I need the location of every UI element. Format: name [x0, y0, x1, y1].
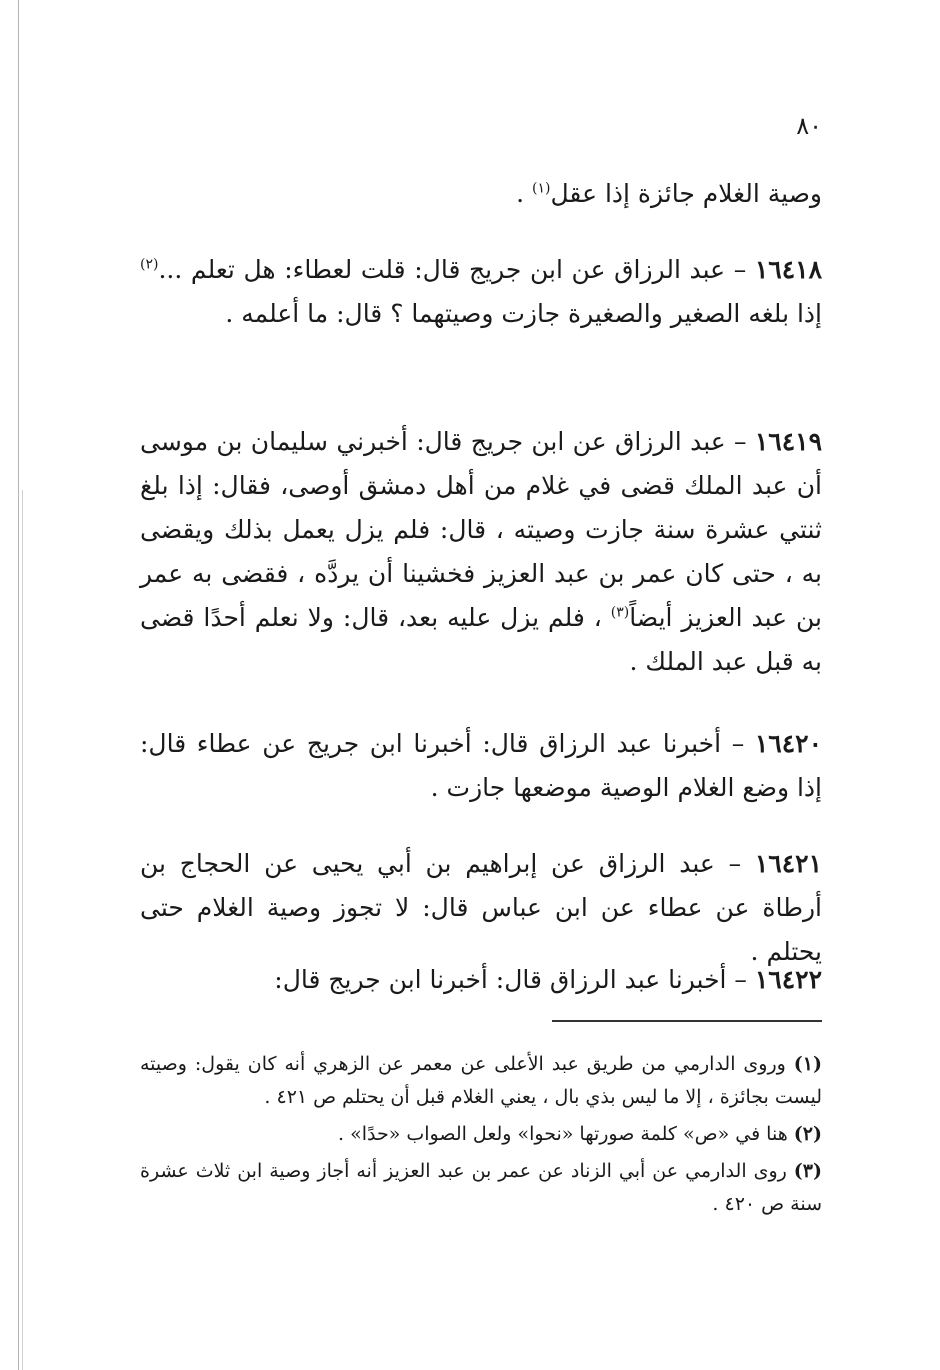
hadith-text: – عبد الرزاق عن ابن جريج قال: قلت لعطاء: هل تعلم ... [158, 255, 755, 284]
scan-edge-line [22, 490, 23, 1370]
hadith-text: – أخبرنا عبد الرزاق قال: أخبرنا ابن جريج عن عطاء قال: إذا وضع الغلام الوصية موضعها جازت . [140, 729, 822, 802]
hadith-paragraph [140, 958, 822, 1002]
heading-end: . [516, 179, 533, 208]
hadith-paragraph [140, 248, 822, 336]
footnote-ref: (٣) [610, 604, 630, 621]
footnote-separator [552, 1020, 822, 1022]
footnote [140, 1155, 822, 1221]
hadith-number: ١٦٤٢٠ [754, 729, 822, 758]
hadith-paragraph [140, 722, 822, 810]
footnotes [140, 1048, 822, 1225]
hadith-number: ١٦٤١٨ [754, 255, 822, 284]
hadith-text: ، فلم يزل عليه بعد، قال: ولا نعلم أحدًا قضى به قبل عبد الملك . [140, 603, 822, 676]
footnote-text: روى الدارمي عن أبي الزناد عن عمر بن عبد العزيز أنه أجاز وصية ابن ثلاث عشرة سنة ص ٤٢٠ . [140, 1160, 822, 1215]
hadith-number: ١٦٤٢٢ [754, 965, 822, 994]
footnote-text: وروى الدارمي من طريق عبد الأعلى عن معمر عن الزهري أنه كان يقول: وصيته ليست بجائزة ، إلا ما ليس بذي بال ، يعني الغلام قبل أن يحتلم ص ٤٢١ . [140, 1053, 822, 1108]
hadith-number: ١٦٤٢١ [754, 849, 822, 878]
footnote-ref: (٢) [140, 256, 159, 273]
footnote [140, 1118, 822, 1151]
hadith-text: – أخبرنا عبد الرزاق قال: أخبرنا ابن جريج قال: [274, 965, 755, 994]
heading-text: وصية الغلام جائزة إذا عقل [550, 179, 822, 208]
page-number: ٨٠ [796, 112, 822, 140]
footnote-text: هنا في «ص» كلمة صورتها «نحوا» ولعل الصواب «حدًا» . [338, 1123, 794, 1145]
section-heading [140, 172, 822, 216]
hadith-text: – عبد الرزاق عن إبراهيم بن أبي يحيى عن الحجاج بن أرطاة عن عطاء عن ابن عباس قال: لا تجوز وصية الغلام حتى يحتلم . [140, 849, 822, 966]
footnote-mark: (٢) [793, 1123, 822, 1145]
footnote-mark: (١) [793, 1053, 822, 1075]
hadith-paragraph [140, 842, 822, 974]
footnote-mark: (٣) [793, 1160, 822, 1182]
hadith-text: إذا بلغه الصغير والصغيرة جازت وصيتهما ؟ قال: ما أعلمه . [225, 299, 822, 328]
footnote [140, 1048, 822, 1114]
hadith-paragraph [140, 420, 822, 684]
footnote-ref: (١) [532, 180, 551, 197]
hadith-number: ١٦٤١٩ [754, 427, 822, 456]
hadith-text: – عبد الرزاق عن ابن جريج قال: أخبرني سليمان بن موسى أن عبد الملك قضى في غلام من أهل دمشق أوصى، فقال: إذا بلغ ثنتي عشرة سنة جازت وصيته ، قال: فلم يزل يعمل بذلك ويقضى به ، حتى كان عمر بن عبد العزيز فخشينا أن يردَّه ، فقضى به عمر بن عبد العزيز أيضاً [140, 427, 822, 632]
scan-edge-line [18, 0, 19, 1370]
